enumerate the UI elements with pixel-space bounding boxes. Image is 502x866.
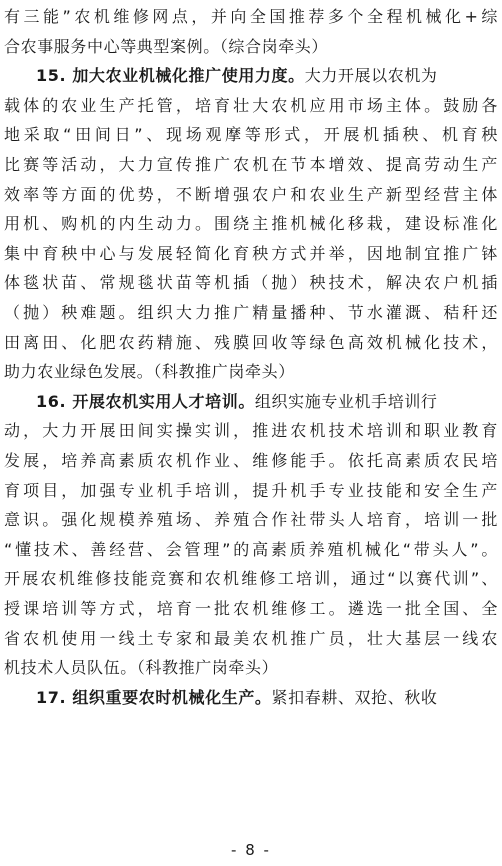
text-line: 合农事服务中心等典型案例。（综合岗牵头） — [4, 36, 329, 56]
text-line: 体毯状苗、常规毯状苗等机插（抛）秧技术，解决农户机插 — [4, 273, 498, 293]
text-line: 助力农业绿色发展。（科教推广岗牵头） — [4, 362, 295, 382]
section-16-heading: 16. 开展农机实用人才培训。 — [36, 391, 255, 411]
section-15-heading: 15. 加大农业机械化推广使用力度。 — [36, 66, 305, 86]
text-line: 用机、购机的内生动力。围绕主推机械化移栽，建设标准化 — [4, 214, 498, 234]
text-line: 动，大力开展田间实操实训，推进农机技术培训和职业教育 — [4, 421, 498, 441]
text-span: 组织实施专业机手培训行 — [254, 391, 438, 411]
section-16-line — [4, 387, 498, 417]
page-number: - 8 - — [231, 841, 271, 859]
text-line: 省农机使用一线土专家和最美农机推广员，壮大基层一线农 — [4, 628, 498, 648]
text-line: 授课培训等方式，培育一批农机维修工。遴选一批全国、全 — [4, 599, 498, 618]
text-span: 大力开展以农机为 — [304, 66, 438, 86]
text-line: 意识。强化规模养殖场、养殖合作社带头人培育，培训一批 — [4, 510, 498, 530]
text-line: 机技术人员队伍。（科教推广岗牵头） — [4, 658, 279, 678]
text-line: 田离田、化肥农药精施、残膜回收等绿色高效机械化技术， — [4, 332, 498, 352]
section-17-heading: 17. 组织重要农时机械化生产。 — [36, 687, 272, 707]
text-line: “懂技术、善经营、会管理”的高素质养殖机械化“带头人”。 — [4, 539, 498, 559]
text-line: 开展农机维修技能竞赛和农机维修工培训，通过“以赛代训”、 — [4, 569, 498, 589]
text-line: 比赛等活动，大力宣传推广农机在节本增效、提高劳动生产 — [4, 155, 498, 174]
text-line: 集中育秧中心与发展轻简化育秧方式并举，因地制宜推广钵 — [4, 243, 498, 263]
text-line: 地采取“田间日”、现场观摩等形式，开展机插秧、机育秧 — [4, 125, 498, 145]
text-line: （抛）秧难题。组织大力推广精量播种、节水灌溉、秸秆还 — [4, 303, 498, 322]
text-line: 有三能”农机维修网点，并向全国推荐多个全程机械化+综 — [4, 7, 498, 26]
text-line: 发展，培养高素质农机作业、维修能手。依托高素质农民培 — [4, 451, 498, 470]
text-line: 效率等方面的优势，不断增强农户和农业生产新型经营主体 — [4, 184, 498, 204]
section-15-line — [4, 61, 498, 91]
text-line: 育项目，加强专业机手培训，提升机手专业技能和安全生产 — [4, 480, 498, 500]
section-17-line-visible — [36, 683, 498, 713]
text-span: 紧扣春耕、双抢、秋收 — [271, 687, 438, 707]
text-line: 载体的农业生产托管，培育壮大农机应用市场主体。鼓励各 — [4, 95, 498, 115]
